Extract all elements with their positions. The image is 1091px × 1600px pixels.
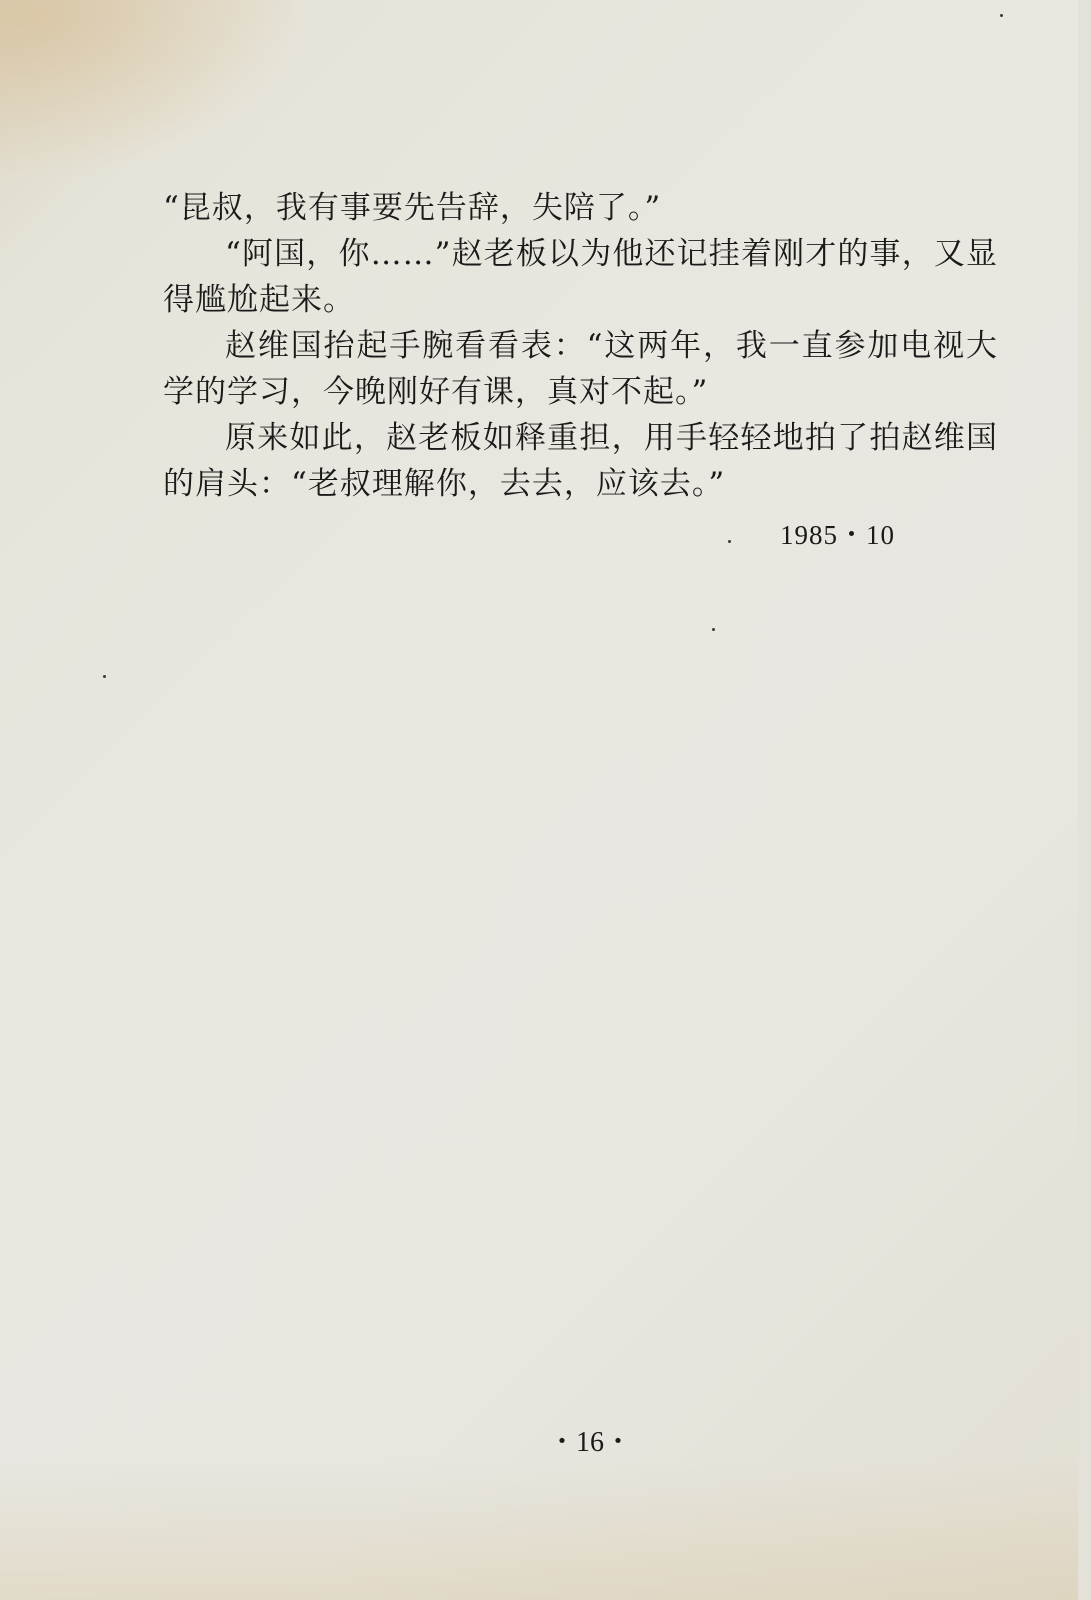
paragraph: 赵维国抬起手腕看看表：“这两年，我一直参加电视大学的学习，今晚刚好有课，真对不起。” — [163, 328, 998, 410]
paragraph: “昆叔，我有事要先告辞，失陪了。” — [163, 190, 662, 226]
paper-speck — [712, 628, 715, 631]
paper-stain — [0, 0, 320, 180]
paragraph: 原来如此，赵老板如释重担，用手轻轻地拍了拍赵维国的肩头：“老叔理解你，去去，应该去。” — [163, 420, 998, 502]
body-text — [163, 185, 998, 507]
date-note: 1985・10 — [780, 520, 895, 550]
paragraph: “阿国，你……”赵老板以为他还记挂着刚才的事，又显得尴尬起来。 — [163, 236, 998, 318]
paper-speck — [728, 540, 731, 543]
paper-speck — [1000, 14, 1003, 17]
page-number: ・16・ — [547, 1427, 632, 1458]
paper-speck — [103, 675, 106, 678]
paper-stain-bottom — [0, 1460, 1078, 1600]
